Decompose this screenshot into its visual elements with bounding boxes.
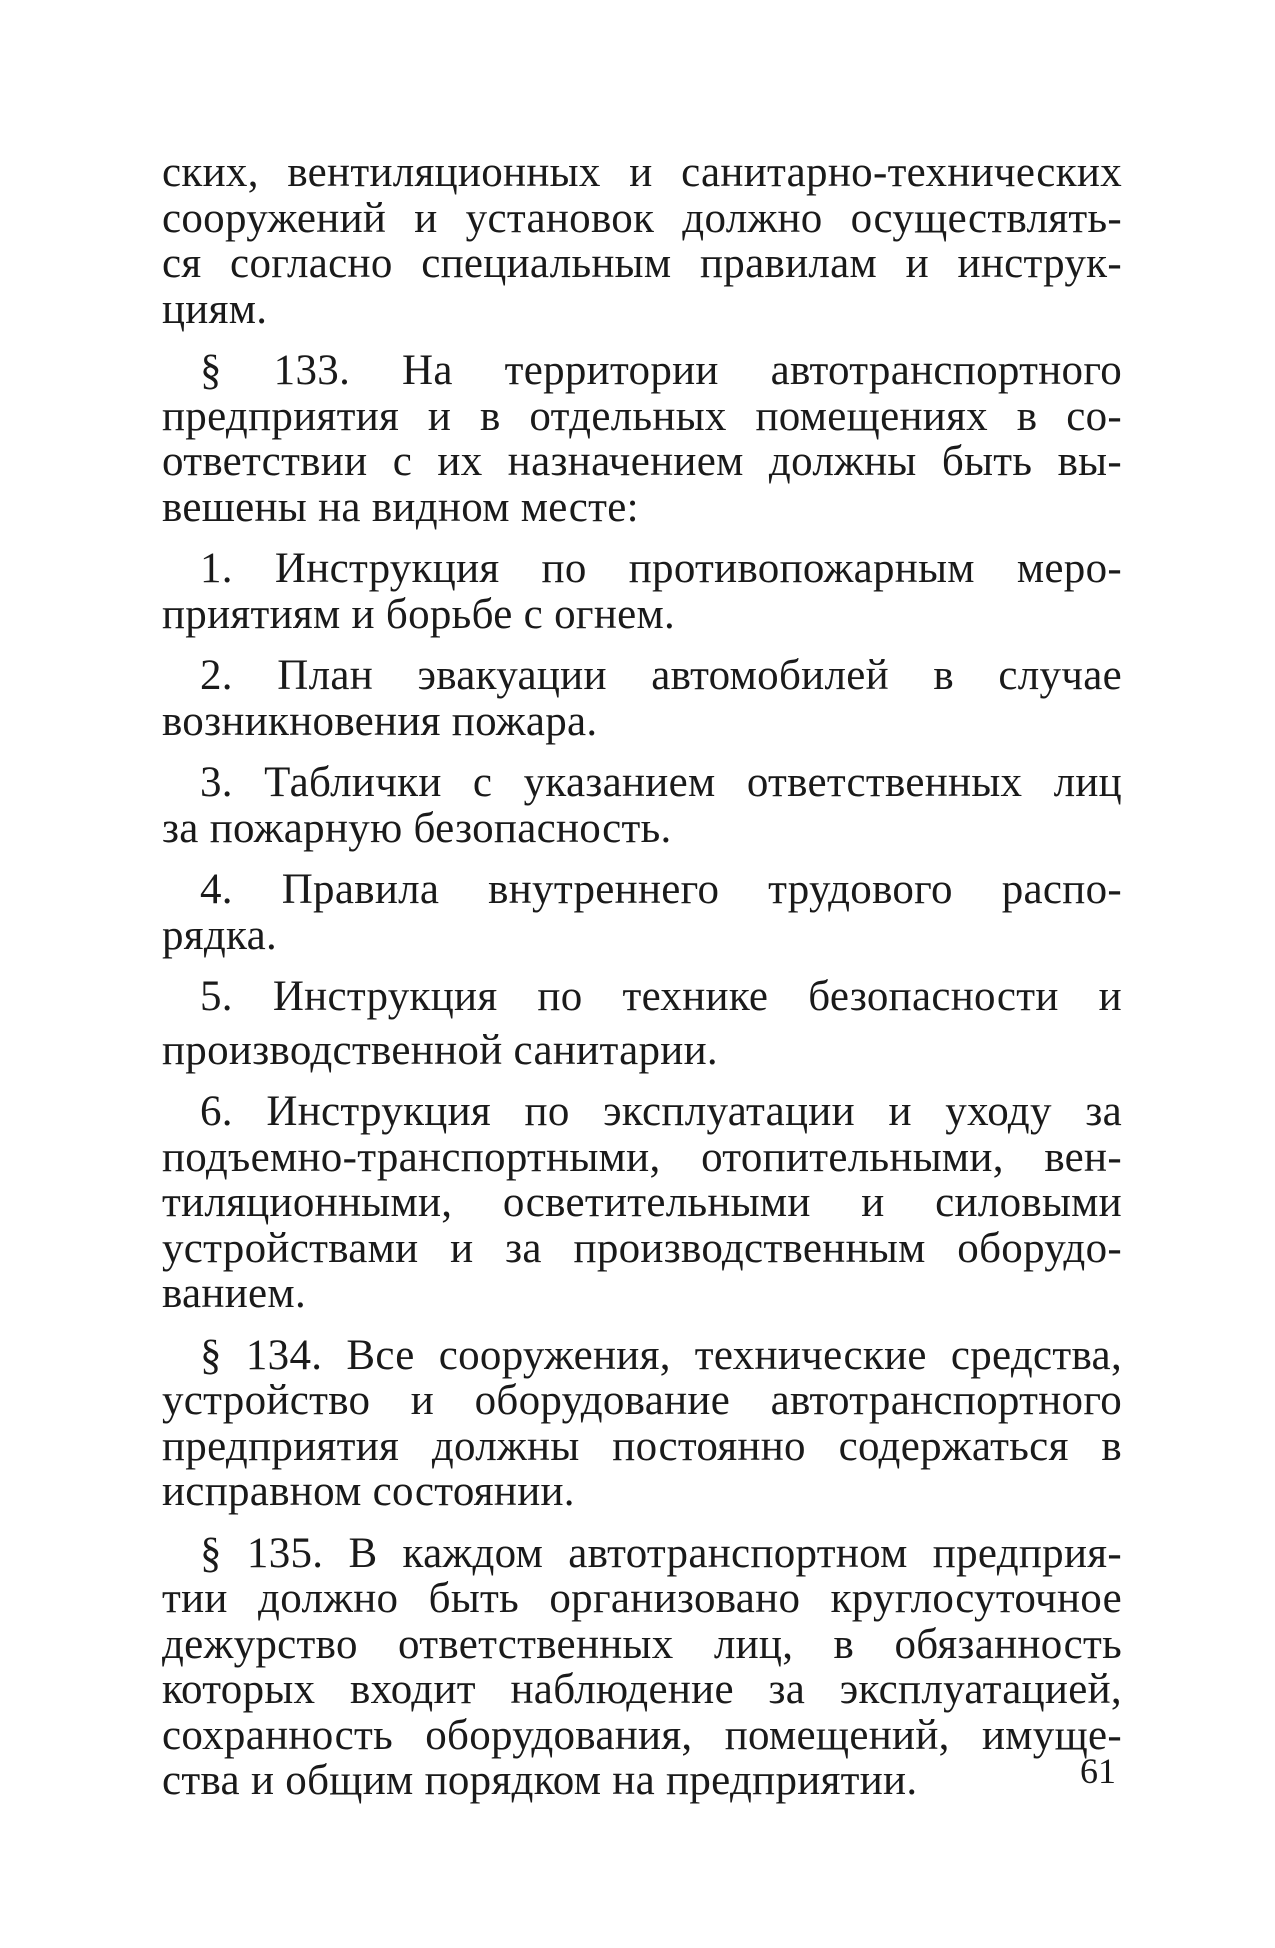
text-line: сохранность оборудования, помещений, имуще- [162,1711,1122,1759]
text-line: приятиям и борьбе с огнем. [162,590,676,638]
list-item-6 [162,1089,1122,1317]
text-line: ответствии с их назначением должны быть вы- [162,438,1122,485]
text-line: устройство и оборудование автотранспортного [162,1377,1122,1424]
text-line: ских, вентиляционных и санитарно-технических [162,149,1122,196]
text-line: вешены на видном месте: [162,483,639,531]
list-item-2 [162,653,1122,744]
text-line: тиляционными, осветительными и силовыми [162,1179,1122,1226]
text-line: 6. Инструкция по эксплуатации и уходу за [200,1088,1122,1135]
list-item-1 [162,546,1122,637]
text-line: § 135. В каждом автотранспортном предприя- [200,1529,1122,1577]
page-number: 61 [1080,1751,1116,1791]
text-line: ся согласно специальным правилам и инструк- [162,240,1122,287]
list-item-3 [162,760,1122,851]
text-line: циям. [162,285,268,333]
text-line: § 134. Все сооружения, технические средства, [200,1331,1122,1379]
text-line: возникновения пожара. [162,697,598,745]
text-line: 1. Инструкция по противопожарным меро- [200,545,1122,592]
text-line: дежурство ответственных лиц, в обязанность [162,1620,1122,1668]
text-line: производственной санитарии. [162,1026,718,1074]
text-line: устройствами и за производственным оборудо- [162,1224,1122,1272]
text-line: 3. Таблички с указанием ответственных лиц [200,759,1122,806]
text-line: 2. План эвакуации автомобилей в случае [200,652,1122,699]
text-line: подъемно-транспортными, отопительными, вен- [162,1133,1122,1181]
text-line: тии должно быть организовано круглосуточное [162,1575,1122,1622]
text-line: 5. Инструкция по технике безопасности и [200,973,1122,1020]
paragraph-continuation [162,150,1122,332]
text-line: которых входит наблюдение за эксплуатацией, [162,1666,1122,1713]
text-line: ванием. [162,1270,306,1317]
list-item-4 [162,867,1122,958]
text-line: предприятия должны постоянно содержаться в [162,1422,1122,1470]
text-line: § 133. На территории автотранспортного [200,347,1122,394]
text-line: 4. Правила внутреннего трудового распо- [200,866,1122,913]
paragraph-section-134 [162,1333,1122,1515]
text-line: сооружений и установок должно осуществлять- [162,194,1122,242]
text-line: исправном состоянии. [162,1468,575,1515]
page-body [162,150,1122,1804]
paragraph-section-135 [162,1531,1122,1804]
text-line: предприятия и в отдельных помещениях в со- [162,392,1122,440]
text-line: ства и общим порядком на предприятии. [162,1757,918,1804]
text-line: рядка. [162,911,278,959]
list-item-5 [162,974,1122,1073]
text-line: за пожарную безопасность. [162,804,672,852]
paragraph-section-133 [162,348,1122,530]
